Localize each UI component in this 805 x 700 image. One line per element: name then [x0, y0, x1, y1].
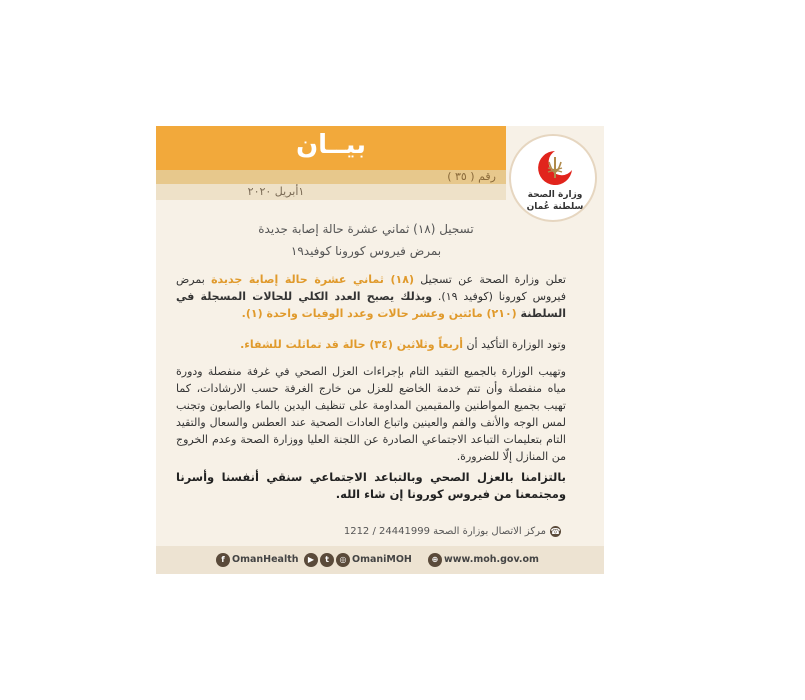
p1-text-a: تعلن وزارة الصحة عن تسجيل: [413, 273, 566, 286]
paragraph-new-cases: [176, 271, 566, 322]
p1-highlight-new-cases: (١٨) ثماني عشرة حالة إصابة جديدة: [211, 273, 414, 286]
contact-line: [176, 524, 561, 540]
paragraph-guidelines: وتهيب الوزارة بالجميع التقيد التام بإجراءات العزل الصحي في غرفة منفصلة ودورة مياه منفصلة وأن تتم خدمة الخاضع للعزل من خارج الغرفة حسب الارشادات، كما تهيب بجميع المواطنين والمقيمين المداومة على تنظيف اليدين بالماء والصابون وتجنب لمس الوجه والأنف والفم والعينين واتباع العادات الصحية عند العطس والسعال والتقيد التام بتعليمات التباعد الاجتماعي الصادرة عن اللجنة العليا ووزارة الصحة وعدم الخروج من المنازل إلّا للضرورة.: [176, 365, 566, 463]
subtitle: [196, 218, 536, 262]
p1-highlight-total: (٢١٠) مائتين وعشر حالات وعدد الوفيات واحدة (١).: [241, 307, 517, 320]
crescent-khanjar-icon: [535, 148, 575, 188]
p1-text-total: وبذلك يصبح العدد الكلي للحالات المسجلة في السلطنة: [176, 290, 566, 320]
social-links[interactable]: [304, 552, 412, 568]
subtitle-line-2: بمرض فيروس كورونا كوفيد١٩: [290, 244, 442, 258]
globe-icon: ⊕: [428, 553, 442, 567]
p1-text-c: بمرض فيروس كورونا (كوفيد ١٩).: [176, 273, 566, 303]
contact-text: مركز الاتصال بوزارة الصحة 24441999 / 1212: [343, 526, 546, 537]
facebook-icon: f: [216, 553, 230, 567]
facebook-link[interactable]: [216, 552, 299, 568]
ministry-logo: [509, 134, 597, 222]
phone-icon: ☎: [550, 526, 561, 536]
statement-card: [156, 126, 604, 574]
logo-line-1: وزارة الصحة: [527, 190, 583, 200]
website-link[interactable]: [428, 552, 539, 568]
instagram-icon: ◎: [336, 553, 350, 567]
p2-text-a: وتود الوزارة التأكيد أن: [462, 338, 566, 351]
p2-highlight-recovered: أربعاً وثلاثين (٣٤) حالة قد تماثلت للشفاء.: [240, 338, 463, 351]
website-url: www.moh.gov.om: [444, 554, 539, 565]
paragraph-closing: بالتزامنا بالعزل الصحي وبالتباعد الاجتماعي سنقي أنفسنا وأسرنا ومجتمعنا من فيروس كورونا إن شاء الله.: [176, 470, 566, 501]
facebook-handle: OmanHealth: [232, 554, 299, 565]
youtube-icon: ▶: [304, 553, 318, 567]
statement-title: بيــان: [295, 130, 367, 160]
statement-number: رقم ( ٣٥ ): [447, 170, 496, 183]
twitter-icon: t: [320, 553, 334, 567]
subtitle-line-1: تسجيل (١٨) ثماني عشرة حالة إصابة جديدة: [258, 222, 474, 236]
logo-line-2: سلطنة عُمان: [526, 202, 584, 212]
paragraph-recovered: [176, 336, 566, 353]
statement-date: ١أبريل ٢٠٢٠: [247, 185, 305, 198]
social-handle: OmaniMOH: [352, 554, 412, 565]
footer: [156, 546, 604, 574]
